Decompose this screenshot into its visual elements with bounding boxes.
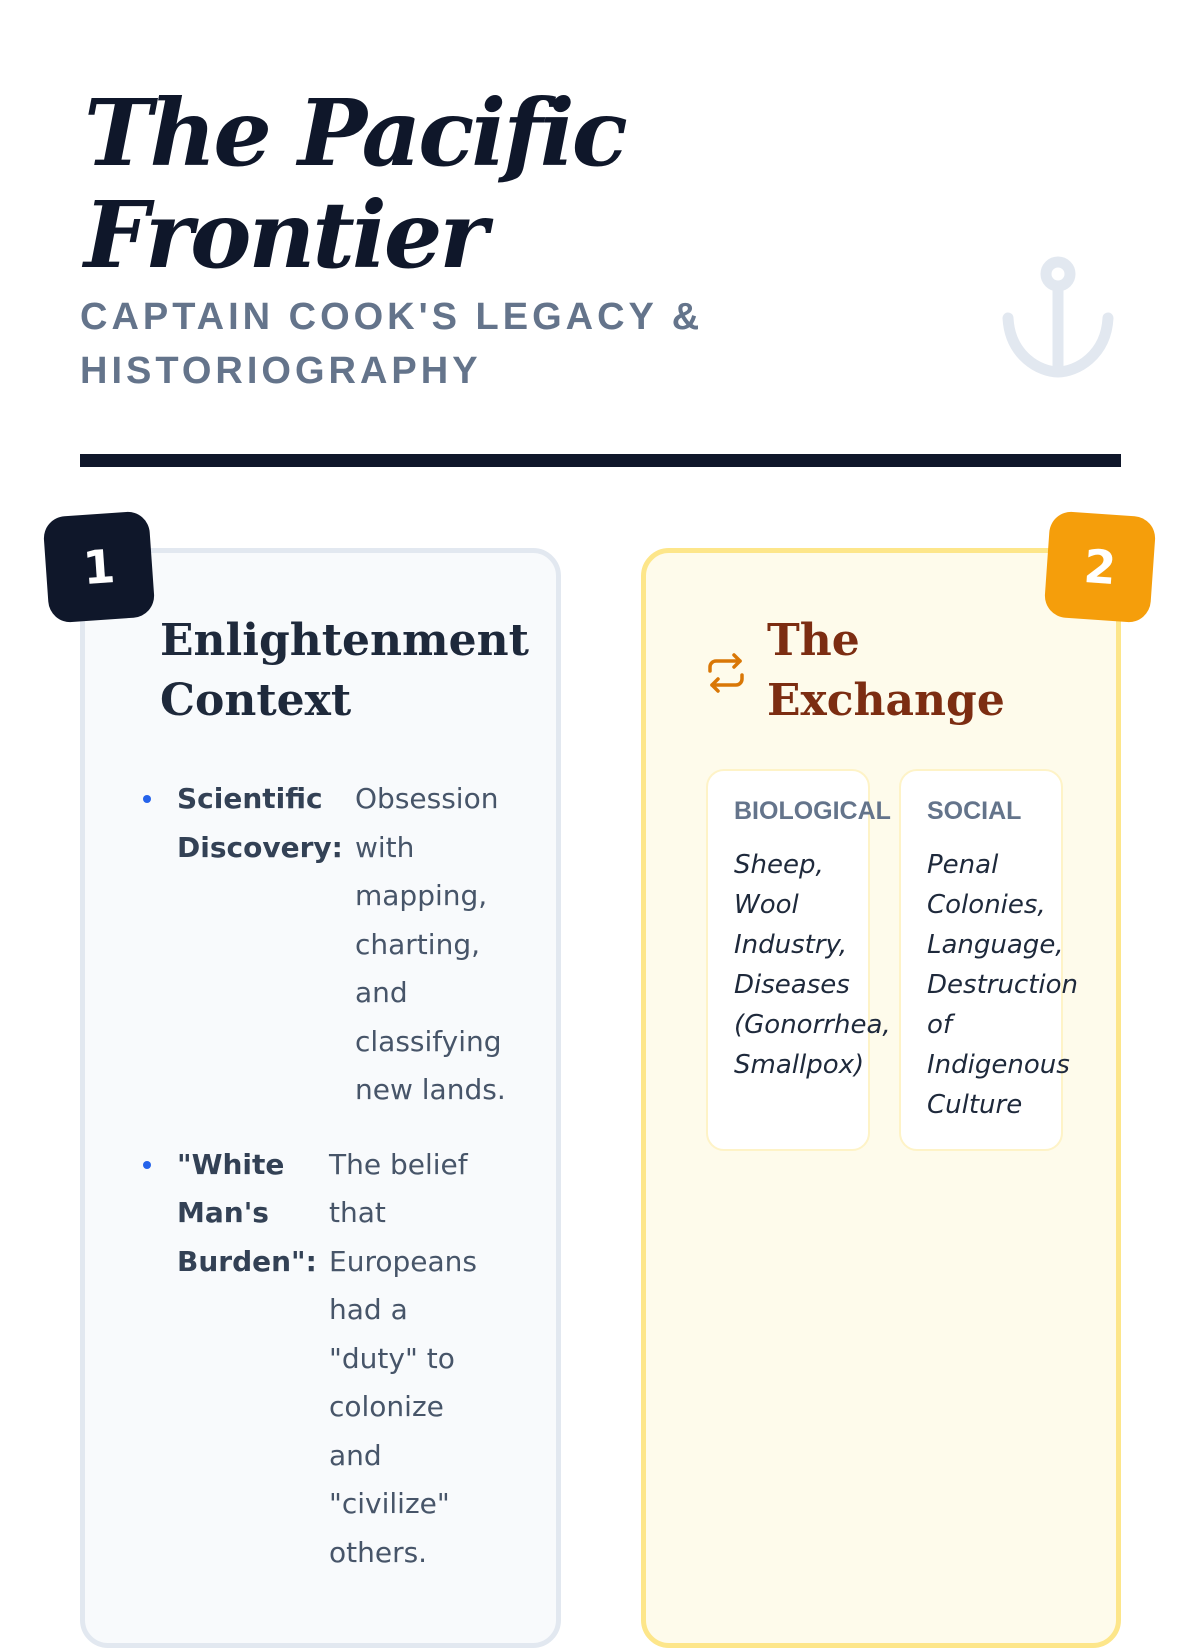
- bullet-dot: [143, 795, 151, 803]
- exchange-card-biological: [706, 769, 891, 1151]
- bullet-term: Scientific Discovery:: [177, 782, 343, 864]
- section-number-badge: 2: [1043, 510, 1156, 623]
- bullet-text: Obsession with mapping, charting, and classifying new lands.: [355, 782, 506, 1106]
- list-item: [143, 775, 563, 1115]
- bullet-dot: [143, 1161, 151, 1169]
- bullet-list: [143, 775, 563, 1603]
- section-number-badge: 1: [42, 510, 155, 623]
- list-item: [143, 1141, 563, 1578]
- section-title: The Exchange: [767, 615, 1005, 726]
- exchange-arrows-icon: [704, 651, 748, 695]
- exchange-card-label: BIOLOGICAL: [734, 797, 891, 825]
- exchange-card-text: Sheep, Wool Industry, Diseases (Gonorrhea, Smallpox): [734, 850, 891, 1080]
- exchange-card-social: [899, 769, 1079, 1151]
- page-title: The Pacific Frontier: [84, 79, 625, 289]
- section-card-enlightenment: [80, 548, 561, 1648]
- bullet-term: "White Man's Burden":: [177, 1147, 317, 1278]
- exchange-card-label: SOCIAL: [927, 797, 1022, 825]
- section-title: Enlightenment Context: [160, 615, 529, 726]
- bullet-text: The belief that Europeans had a "duty" to colonize and "civilize" others.: [329, 1147, 477, 1569]
- exchange-card-text: Penal Colonies, Language, Destruction of Indigenous Culture: [927, 850, 1079, 1120]
- anchor-icon: [1000, 256, 1116, 380]
- page-subtitle: CAPTAIN COOK'S LEGACY & HISTORIOGRAPHY: [80, 296, 704, 392]
- section-card-exchange: [641, 548, 1121, 1648]
- header-divider: [80, 454, 1121, 467]
